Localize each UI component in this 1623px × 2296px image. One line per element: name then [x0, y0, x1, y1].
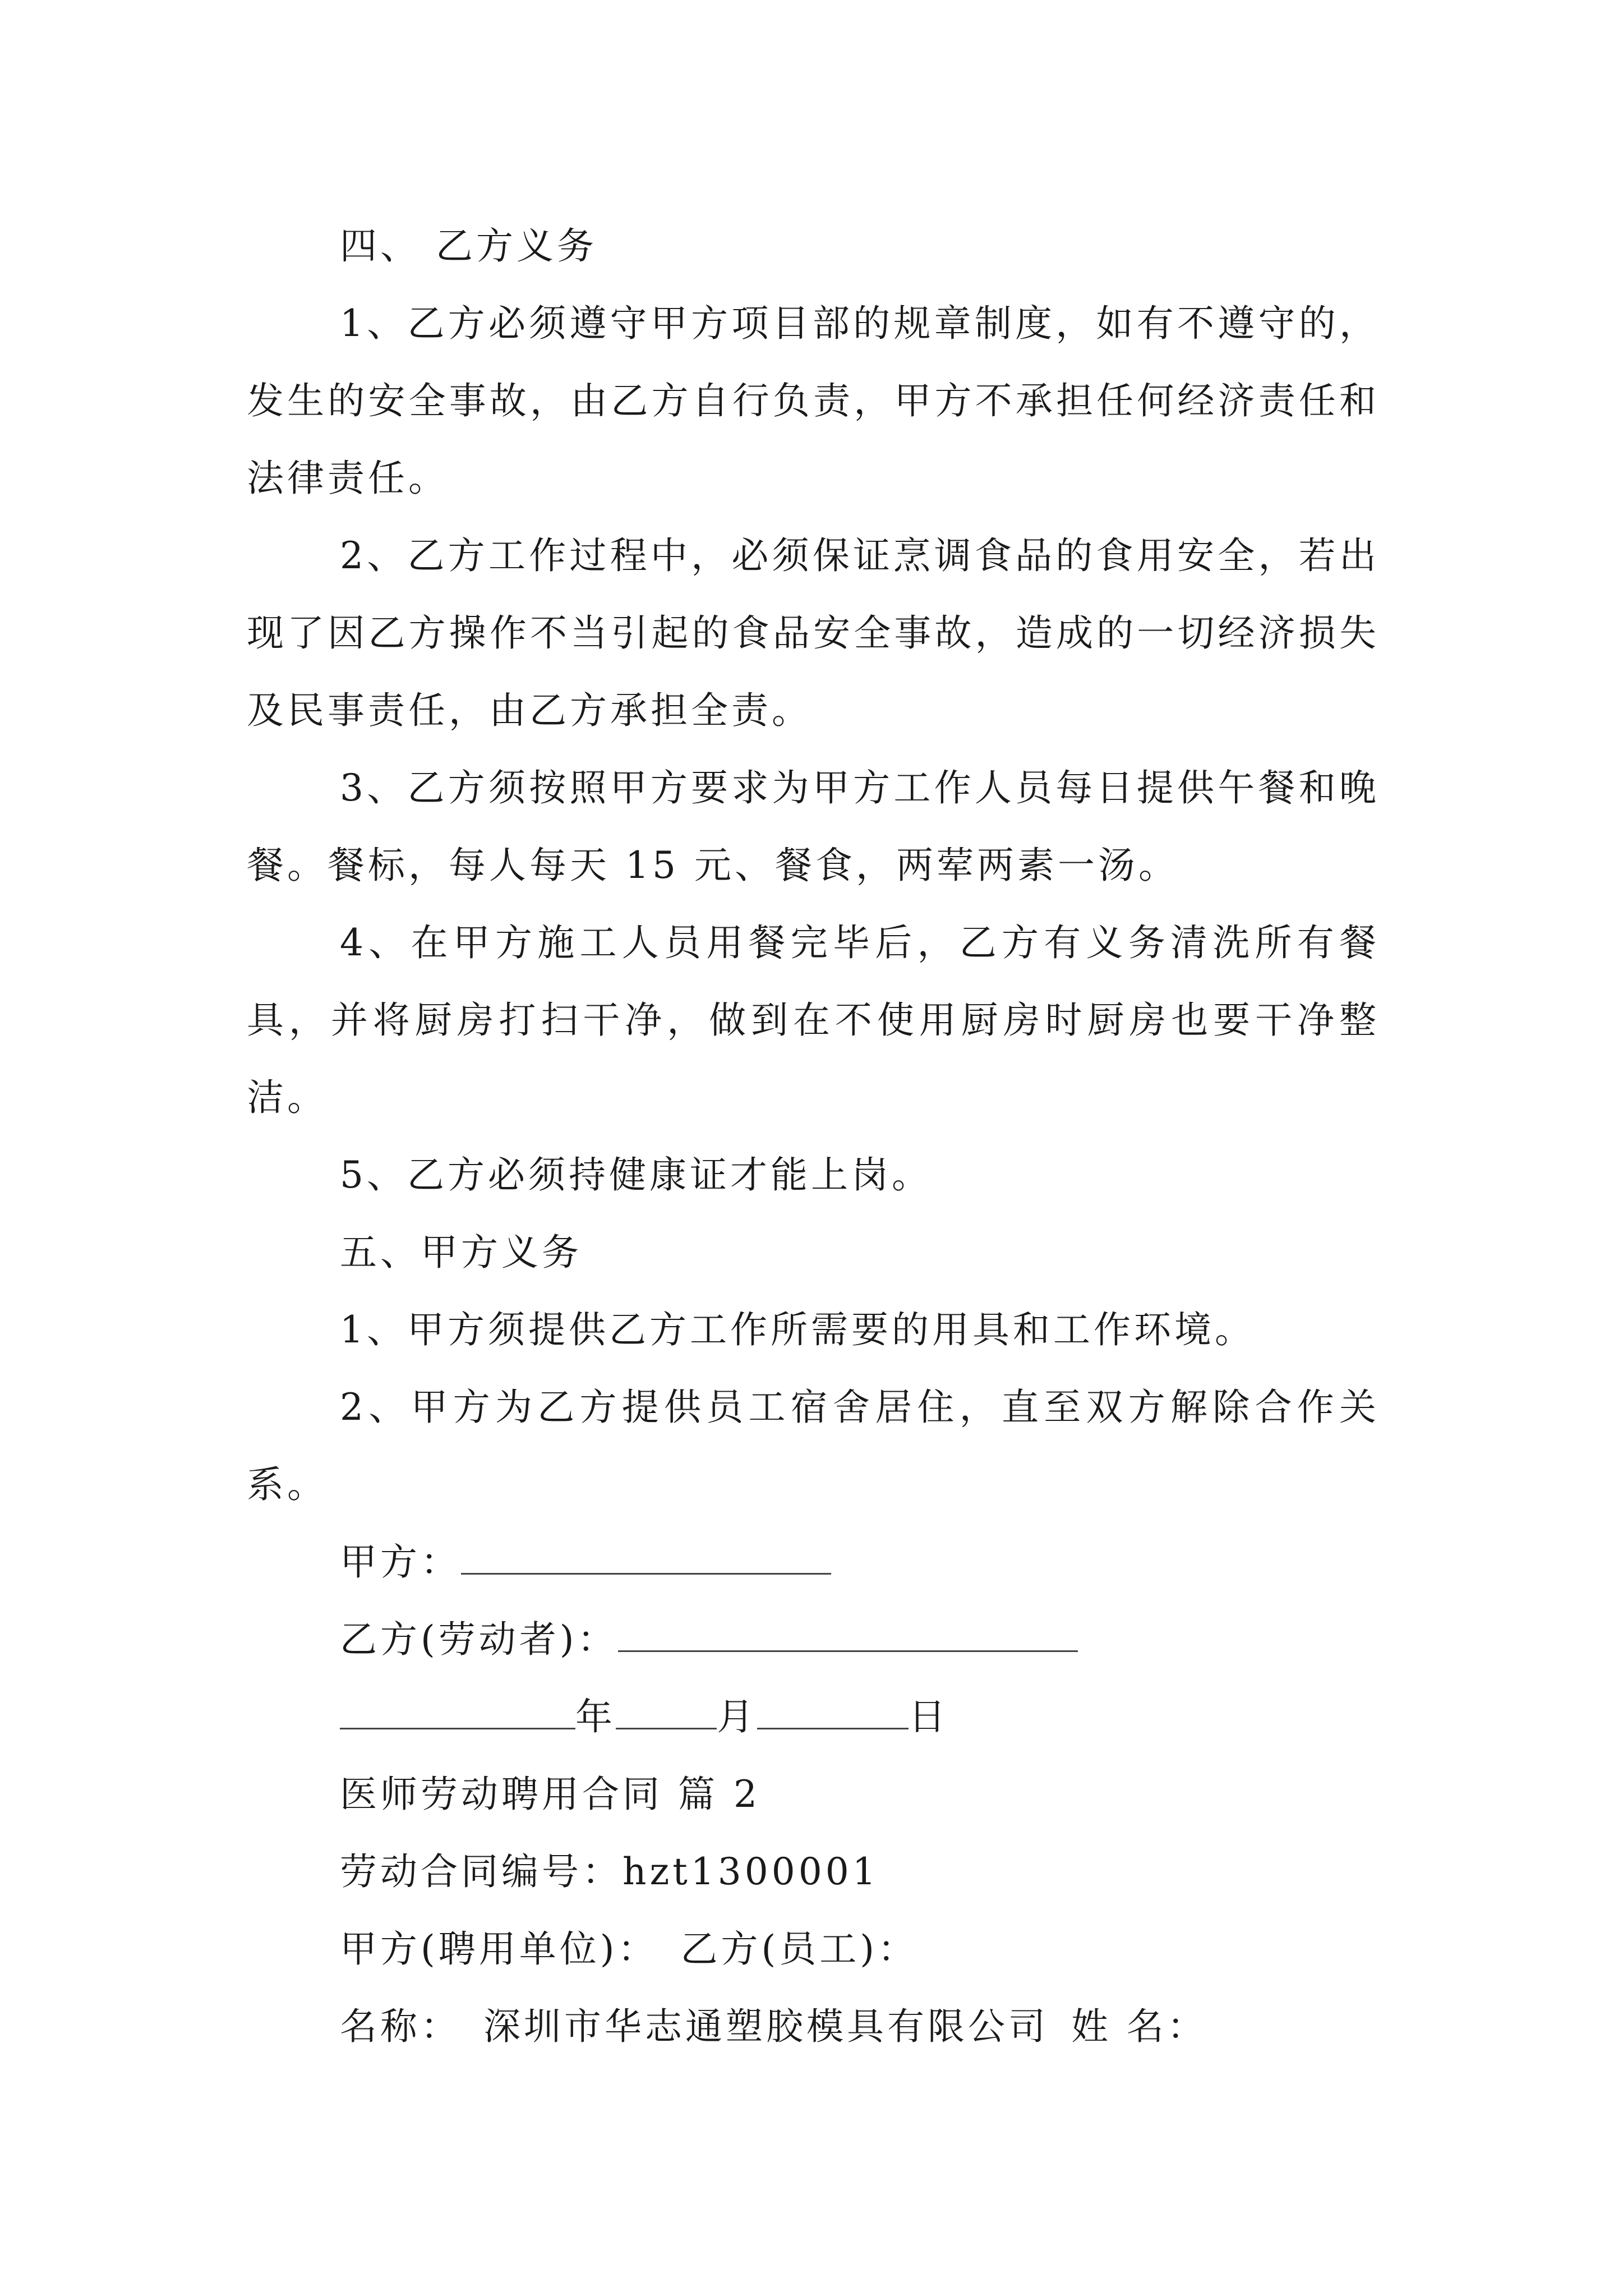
party-b-signature-line: [247, 1601, 1380, 1678]
employee-name-label: 姓 名：: [1071, 2005, 1207, 2048]
section-5-heading: 五、甲方义务: [340, 1231, 582, 1274]
year-label: 年: [575, 1695, 616, 1738]
section-4-item-1: 1、乙方必须遵守甲方项目部的规章制度，如有不遵守的，发生的安全事故，由乙方自行负责，甲方不承担任何经济责任和法律责任。: [247, 302, 1380, 500]
section-4-item-2: 2、乙方工作过程中，必须保证烹调食品的食用安全，若出现了因乙方操作不当引起的食品安全事故，造成的一切经济损失及民事责任，由乙方承担全责。: [247, 534, 1380, 732]
date-line: [247, 1678, 1380, 1756]
document-page: [247, 208, 1380, 2065]
employer-label: 甲方(聘用单位)：: [340, 1927, 658, 1971]
year-blank: [340, 1694, 575, 1729]
day-blank: [757, 1694, 909, 1729]
party-a-blank: [461, 1539, 831, 1575]
party-b-blank: [618, 1617, 1078, 1652]
section-4-heading: 四、 乙方义务: [340, 224, 597, 268]
day-label: 日: [909, 1695, 949, 1738]
party-b-label: 乙方(劳动者)：: [340, 1618, 618, 1661]
month-blank: [616, 1694, 717, 1729]
section-4-item-5: 5、乙方必须持健康证才能上岗。: [340, 1153, 932, 1197]
section-4-item-4: 4、在甲方施工人员用餐完毕后，乙方有义务清洗所有餐具，并将厨房打扫干净，做到在不使用厨房时厨房也要干净整洁。: [247, 921, 1380, 1119]
section-5-item-1: 1、甲方须提供乙方工作所需要的用具和工作环境。: [340, 1308, 1255, 1351]
contract-number: 劳动合同编号：hzt1300001: [340, 1850, 879, 1893]
section-5-item-2: 2、甲方为乙方提供员工宿舍居住，直至双方解除合作关系。: [247, 1386, 1380, 1506]
contract-2-title: 医师劳动聘用合同 篇 2: [340, 1773, 760, 1816]
company-name-label: 名称：: [340, 2005, 461, 2048]
contract-parties-line: [247, 1911, 1380, 1988]
company-name-line: [247, 1988, 1380, 2065]
party-a-label: 甲方：: [340, 1540, 461, 1584]
employee-label: 乙方(员工)：: [680, 1927, 918, 1971]
party-a-signature-line: [247, 1524, 1380, 1601]
section-4-item-3: 3、乙方须按照甲方要求为甲方工作人员每日提供午餐和晚餐。餐标，每人每天 15 元、餐食，两荤两素一汤。: [247, 766, 1380, 887]
company-name: 深圳市华志通塑胶模具有限公司: [483, 2005, 1049, 2048]
month-label: 月: [717, 1695, 757, 1738]
